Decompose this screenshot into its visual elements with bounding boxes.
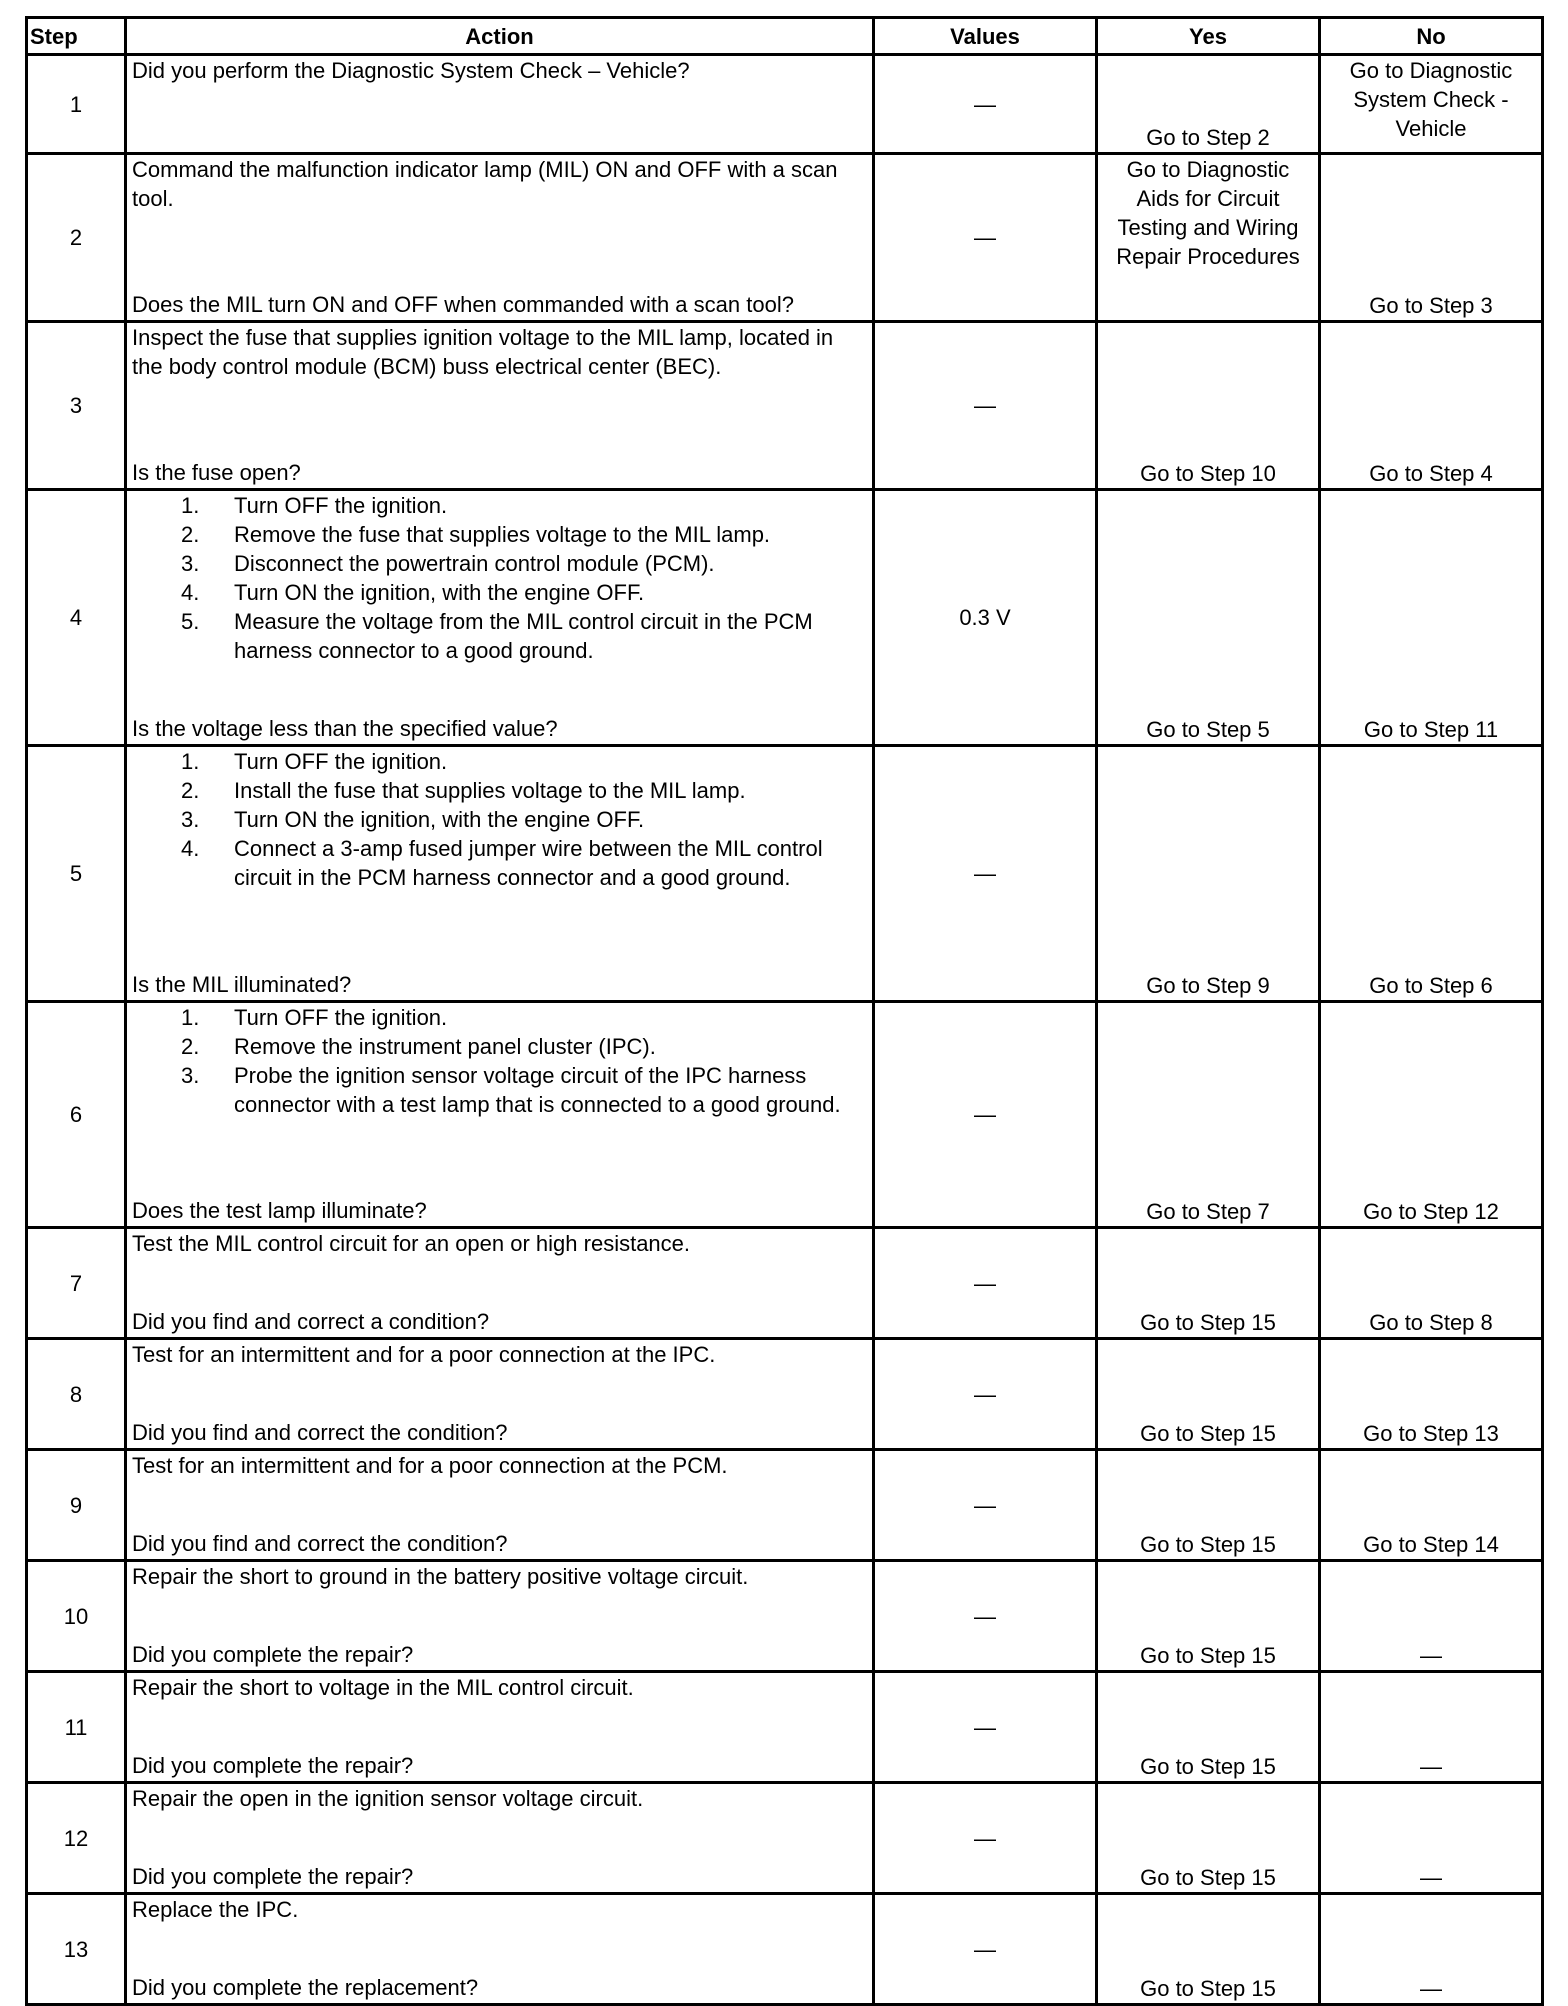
value-cell: —	[874, 1002, 1097, 1228]
action-step-text: Remove the instrument panel cluster (IPC).	[234, 1034, 656, 1059]
action-question: Did you find and correct a condition?	[132, 1309, 490, 1334]
action-step-text: Turn ON the ignition, with the engine OFF.	[234, 807, 645, 832]
step-number: 7	[27, 1228, 126, 1339]
yes-cell: Go to Step 2	[1097, 55, 1320, 154]
action-cell	[126, 154, 874, 322]
action-question: Did you find and correct the condition?	[132, 1531, 508, 1556]
step-number: 2	[27, 154, 126, 322]
step-number: 3	[27, 322, 126, 490]
no-cell: Go to Step 11	[1320, 490, 1543, 746]
step-number: 8	[27, 1339, 126, 1450]
action-cell	[126, 1894, 874, 2005]
value-cell: —	[874, 55, 1097, 154]
step-number: 1	[27, 55, 126, 154]
action-step-text: Turn ON the ignition, with the engine OFF.	[234, 580, 645, 605]
action-steps-list	[132, 1003, 867, 1119]
value-cell: —	[874, 322, 1097, 490]
action-text: Did you perform the Diagnostic System Check – Vehicle?	[132, 58, 690, 83]
table-row	[27, 746, 1543, 1002]
diagnostic-table	[25, 16, 1544, 2006]
action-question: Did you find and correct the condition?	[132, 1420, 508, 1445]
table-row	[27, 154, 1543, 322]
no-cell: Go to Step 3	[1320, 154, 1543, 322]
yes-cell: Go to Step 15	[1097, 1339, 1320, 1450]
table-row	[27, 1672, 1543, 1783]
action-step-item: 4. Turn ON the ignition, with the engine OFF.	[181, 580, 645, 605]
no-cell: —	[1320, 1561, 1543, 1672]
action-cell	[126, 746, 874, 1002]
no-cell: Go to Step 4	[1320, 322, 1543, 490]
table-row	[27, 322, 1543, 490]
action-cell	[126, 1450, 874, 1561]
action-step-item: 5. Measure the voltage from the MIL control circuit in the PCM harness connector to a good ground.	[181, 609, 813, 663]
yes-cell: Go to Step 15	[1097, 1561, 1320, 1672]
no-cell: Go to Diagnostic System Check - Vehicle	[1320, 55, 1543, 154]
table-row	[27, 1561, 1543, 1672]
yes-cell: Go to Step 9	[1097, 746, 1320, 1002]
action-text: Repair the open in the ignition sensor voltage circuit.	[132, 1786, 644, 1811]
action-text: Repair the short to voltage in the MIL control circuit.	[132, 1675, 634, 1700]
value-cell: —	[874, 746, 1097, 1002]
action-cell	[126, 1002, 874, 1228]
no-cell: Go to Step 8	[1320, 1228, 1543, 1339]
action-question: Did you complete the replacement?	[132, 1975, 479, 2000]
action-step-text: Probe the ignition sensor voltage circuit of the IPC harness connector with a test lamp that is connected to a good ground.	[234, 1063, 841, 1117]
action-step-item: 4. Connect a 3-amp fused jumper wire between the MIL control circuit in the PCM harness connector and a good ground.	[181, 836, 823, 890]
step-number: 6	[27, 1002, 126, 1228]
action-cell	[126, 1228, 874, 1339]
action-question: Did you complete the repair?	[132, 1753, 414, 1778]
action-step-text: Turn OFF the ignition.	[234, 749, 448, 774]
action-question: Is the voltage less than the specified value?	[132, 716, 558, 741]
action-text: Repair the short to ground in the battery positive voltage circuit.	[132, 1564, 749, 1589]
value-cell: —	[874, 1450, 1097, 1561]
yes-cell: Go to Step 15	[1097, 1450, 1320, 1561]
action-step-text: Turn OFF the ignition.	[234, 493, 448, 518]
action-step-text: Disconnect the powertrain control module (PCM).	[234, 551, 715, 576]
action-cell	[126, 322, 874, 490]
yes-cell: Go to Step 15	[1097, 1783, 1320, 1894]
action-step-item: 2. Remove the instrument panel cluster (IPC).	[181, 1034, 656, 1059]
yes-cell: Go to Step 10	[1097, 322, 1320, 490]
value-cell: —	[874, 1228, 1097, 1339]
yes-cell: Go to Step 5	[1097, 490, 1320, 746]
action-step-text: Turn OFF the ignition.	[234, 1005, 448, 1030]
table-row	[27, 1002, 1543, 1228]
action-cell	[126, 1783, 874, 1894]
action-text: Inspect the fuse that supplies ignition voltage to the MIL lamp, located in the body control module (BCM) buss electrical center (BEC).	[132, 325, 834, 379]
header-values: Values	[874, 18, 1097, 55]
value-cell: —	[874, 1339, 1097, 1450]
step-number: 12	[27, 1783, 126, 1894]
value-cell: —	[874, 154, 1097, 322]
step-number: 4	[27, 490, 126, 746]
value-cell: 0.3 V	[874, 490, 1097, 746]
action-step-item: 2. Remove the fuse that supplies voltage to the MIL lamp.	[181, 522, 771, 547]
action-text: Command the malfunction indicator lamp (MIL) ON and OFF with a scan tool.	[132, 157, 838, 211]
action-text: Test the MIL control circuit for an open or high resistance.	[132, 1231, 691, 1256]
no-cell: —	[1320, 1672, 1543, 1783]
table-row	[27, 1339, 1543, 1450]
action-cell	[126, 1561, 874, 1672]
action-steps-list	[132, 491, 867, 665]
action-question: Is the fuse open?	[132, 460, 301, 485]
value-cell: —	[874, 1783, 1097, 1894]
action-steps-list	[132, 747, 867, 892]
action-step-item: 1. Turn OFF the ignition.	[181, 749, 448, 774]
step-number: 10	[27, 1561, 126, 1672]
value-cell: —	[874, 1672, 1097, 1783]
action-step-item: 3. Disconnect the powertrain control module (PCM).	[181, 551, 715, 576]
step-number: 9	[27, 1450, 126, 1561]
value-cell: —	[874, 1894, 1097, 2005]
action-question: Did you complete the repair?	[132, 1864, 414, 1889]
action-cell	[126, 490, 874, 746]
action-step-text: Remove the fuse that supplies voltage to the MIL lamp.	[234, 522, 771, 547]
yes-cell: Go to Step 15	[1097, 1228, 1320, 1339]
action-step-text: Install the fuse that supplies voltage to the MIL lamp.	[234, 778, 746, 803]
table-row	[27, 1783, 1543, 1894]
yes-cell: Go to Step 7	[1097, 1002, 1320, 1228]
table-row	[27, 1450, 1543, 1561]
action-question: Does the test lamp illuminate?	[132, 1198, 427, 1223]
table-row	[27, 1228, 1543, 1339]
value-cell: —	[874, 1561, 1097, 1672]
action-step-item: 1. Turn OFF the ignition.	[181, 1005, 448, 1030]
yes-cell: Go to Diagnostic Aids for Circuit Testing and Wiring Repair Procedures	[1097, 154, 1320, 322]
header-no: No	[1320, 18, 1543, 55]
action-step-text: Connect a 3-amp fused jumper wire between the MIL control circuit in the PCM harness connector and a good ground.	[234, 836, 823, 890]
step-number: 11	[27, 1672, 126, 1783]
action-cell	[126, 1672, 874, 1783]
action-step-item: 1. Turn OFF the ignition.	[181, 493, 448, 518]
step-number: 13	[27, 1894, 126, 2005]
no-cell: —	[1320, 1894, 1543, 2005]
header-step: Step	[27, 18, 126, 55]
action-text: Test for an intermittent and for a poor connection at the IPC.	[132, 1342, 716, 1367]
header-action: Action	[126, 18, 874, 55]
action-cell	[126, 55, 874, 154]
header-row	[27, 18, 1543, 55]
no-cell: —	[1320, 1783, 1543, 1894]
yes-cell: Go to Step 15	[1097, 1894, 1320, 2005]
table-row	[27, 55, 1543, 154]
action-step-text: Measure the voltage from the MIL control circuit in the PCM harness connector to a good ground.	[234, 609, 813, 663]
table-row	[27, 490, 1543, 746]
action-question: Did you complete the repair?	[132, 1642, 414, 1667]
no-cell: Go to Step 14	[1320, 1450, 1543, 1561]
no-cell: Go to Step 6	[1320, 746, 1543, 1002]
action-text: Replace the IPC.	[132, 1897, 299, 1922]
header-yes: Yes	[1097, 18, 1320, 55]
no-cell: Go to Step 12	[1320, 1002, 1543, 1228]
action-text: Test for an intermittent and for a poor connection at the PCM.	[132, 1453, 728, 1478]
table-row	[27, 1894, 1543, 2005]
action-question: Is the MIL illuminated?	[132, 972, 352, 997]
action-question: Does the MIL turn ON and OFF when commanded with a scan tool?	[132, 292, 794, 317]
step-number: 5	[27, 746, 126, 1002]
action-step-item: 2. Install the fuse that supplies voltage to the MIL lamp.	[181, 778, 746, 803]
no-cell: Go to Step 13	[1320, 1339, 1543, 1450]
action-cell	[126, 1339, 874, 1450]
action-step-item: 3. Turn ON the ignition, with the engine OFF.	[181, 807, 645, 832]
yes-cell: Go to Step 15	[1097, 1672, 1320, 1783]
action-step-item: 3. Probe the ignition sensor voltage circuit of the IPC harness connector with a test lamp that is connected to a good ground.	[181, 1063, 841, 1117]
